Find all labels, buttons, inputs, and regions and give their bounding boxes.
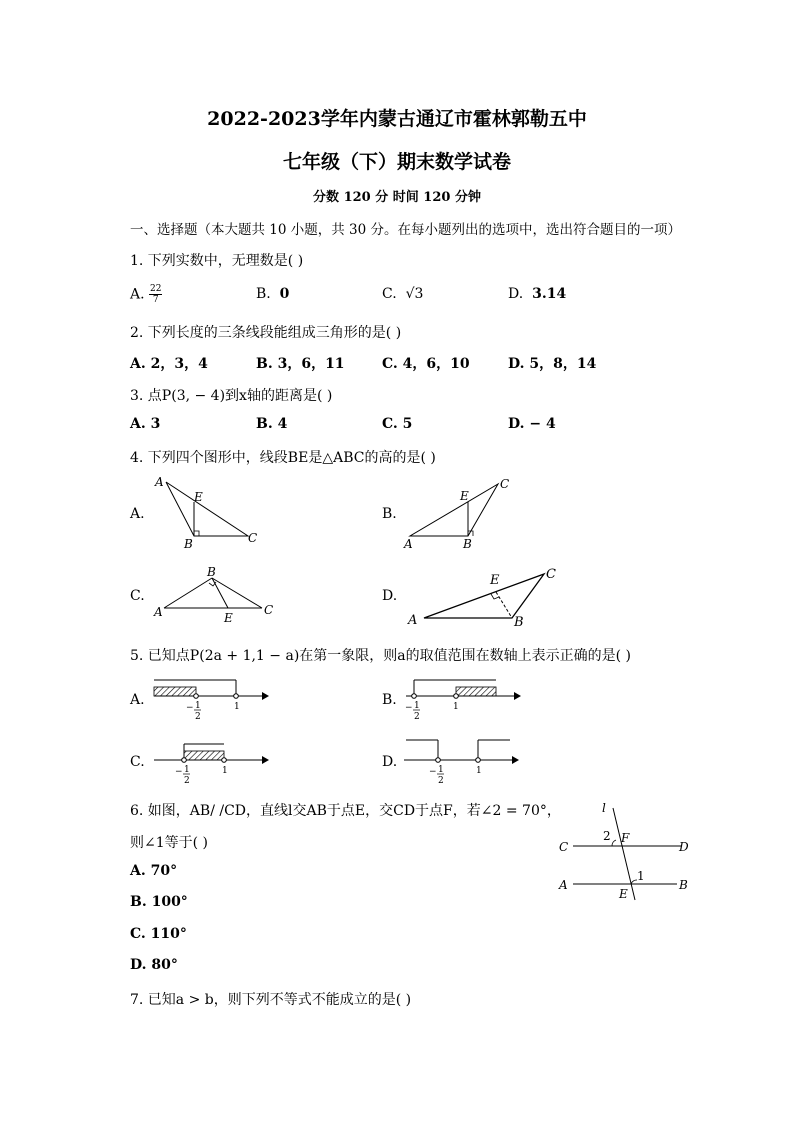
q4c-label-e: E [224, 611, 233, 624]
question-2-stem: 2. 下列长度的三条线段能组成三角形的是( ) [130, 325, 402, 341]
q6-label-c: C [559, 840, 569, 854]
q4b-label-e: E [460, 489, 469, 503]
q4-figure-a [150, 470, 270, 552]
q4d-label-e: E [490, 573, 500, 588]
q4-figure-d [400, 562, 570, 628]
q4a-label-b: B [184, 537, 193, 551]
q4-option-c[interactable]: C. [130, 588, 145, 604]
q4a-label-e: E [194, 490, 203, 504]
question-4-stem: 4. 下列四个图形中，线段BE是△ABC的高的是( ) [130, 450, 436, 466]
section-heading: 一、选择题（本大题共 10 小题，共 30 分。在每小题列出的选项中，选出符合题目的一项） [130, 222, 682, 238]
svg-text:−: − [405, 703, 413, 713]
q4c-label-a: A [154, 605, 163, 619]
q4-option-b[interactable]: B. [382, 506, 397, 522]
q6-option-c[interactable]: C. 110° [130, 926, 187, 942]
question-7-stem: 7. 已知a > b，则下列不等式不能成立的是( ) [130, 992, 412, 1008]
q6-option-d[interactable]: D. 80° [130, 957, 178, 973]
q3-option-d[interactable]: D. − 4 [508, 416, 556, 432]
q1-a-label: A. [130, 286, 145, 303]
q4b-label-c: C [500, 477, 510, 491]
q5-numberline-d [400, 736, 520, 788]
q1-a-fraction: $\frac{22}{7}$ [150, 284, 162, 305]
q4b-label-a: A [404, 537, 413, 551]
question-6-stem-line-1: 6. 如图，AB/ /CD，直线l交AB于点E，交CD于点F，若∠2 = 70°， [130, 803, 561, 819]
q4c-label-c: C [264, 603, 274, 617]
q1-option-c[interactable]: C. √3 [382, 286, 424, 302]
q4d-label-b: B [514, 615, 524, 628]
svg-text:1: 1 [438, 765, 444, 775]
q3-option-c[interactable]: C. 5 [382, 416, 413, 432]
q5-option-a[interactable]: A. [130, 692, 145, 708]
q6-label-l: l [602, 801, 606, 815]
q5-numberline-a [150, 672, 270, 724]
q4-option-d[interactable]: D. [382, 588, 398, 604]
svg-text:2: 2 [414, 712, 420, 722]
q5-numberline-c [150, 736, 270, 788]
svg-text:−: − [186, 703, 194, 713]
q5-option-b[interactable]: B. [382, 692, 397, 708]
q5-option-d[interactable]: D. [382, 754, 398, 770]
q6-label-1: 1 [637, 869, 645, 883]
q6-option-b[interactable]: B. 100° [130, 894, 188, 910]
svg-text:−: − [429, 767, 437, 777]
q4a-label-a: A [155, 475, 164, 489]
q4a-label-c: C [248, 531, 258, 545]
q2-option-a[interactable]: A. 2，3，4 [130, 356, 208, 372]
svg-text:1: 1 [195, 701, 201, 711]
question-1-stem: 1. 下列实数中，无理数是( ) [130, 253, 304, 269]
question-3-stem: 3. 点P(3, − 4)到x轴的距离是( ) [130, 388, 333, 404]
q6-label-2: 2 [603, 829, 611, 843]
q1-option-a[interactable] [130, 284, 162, 305]
q2-option-b[interactable]: B. 3，6，11 [256, 356, 345, 372]
q1-option-b[interactable]: B. 0 [256, 286, 290, 302]
svg-text:2: 2 [184, 776, 190, 786]
q6-label-b: B [679, 878, 688, 892]
exam-subtitle: 分数 120 分 时间 120 分钟 [313, 190, 481, 205]
q2-option-d[interactable]: D. 5，8，14 [508, 356, 597, 372]
q4-figure-c [150, 562, 280, 624]
q2-option-c[interactable]: C. 4，6，10 [382, 356, 470, 372]
question-5-stem: 5. 已知点P(2a + 1,1 − a)在第一象限，则a的取值范围在数轴上表示正确的是( ) [130, 648, 631, 664]
q6-figure [555, 800, 705, 904]
q4d-label-a: A [408, 613, 418, 628]
q6-option-a[interactable]: A. 70° [130, 863, 178, 879]
q4d-label-c: C [546, 567, 556, 582]
q4-option-a[interactable]: A. [130, 506, 145, 522]
svg-text:1: 1 [476, 766, 482, 776]
svg-text:1: 1 [234, 702, 240, 712]
svg-text:−: − [175, 767, 183, 777]
q6-label-f: F [621, 831, 630, 845]
q6-label-d: D [679, 840, 689, 854]
q4c-label-b: B [207, 565, 216, 579]
q5-numberline-b [402, 672, 522, 724]
q6-label-e: E [619, 887, 628, 901]
q3-option-b[interactable]: B. 4 [256, 416, 288, 432]
svg-text:1: 1 [222, 766, 228, 776]
q3-option-a[interactable]: A. 3 [130, 416, 161, 432]
svg-text:2: 2 [195, 712, 201, 722]
q4-figure-b [400, 474, 520, 554]
svg-text:2: 2 [438, 776, 444, 786]
svg-text:1: 1 [414, 701, 420, 711]
q4b-label-b: B [463, 537, 472, 551]
title-line-2: 七年级（下）期末数学试卷 [282, 151, 511, 173]
q6-label-a: A [559, 878, 568, 892]
svg-text:1: 1 [453, 702, 459, 712]
question-6-stem-line-2: 则∠1等于( ) [130, 835, 209, 851]
q5-option-c[interactable]: C. [130, 754, 145, 770]
svg-text:1: 1 [184, 765, 190, 775]
title-line-1: 2022-2023学年内蒙古通辽市霍林郭勒五中 [207, 108, 587, 130]
q1-option-d[interactable]: D. 3.14 [508, 286, 567, 302]
